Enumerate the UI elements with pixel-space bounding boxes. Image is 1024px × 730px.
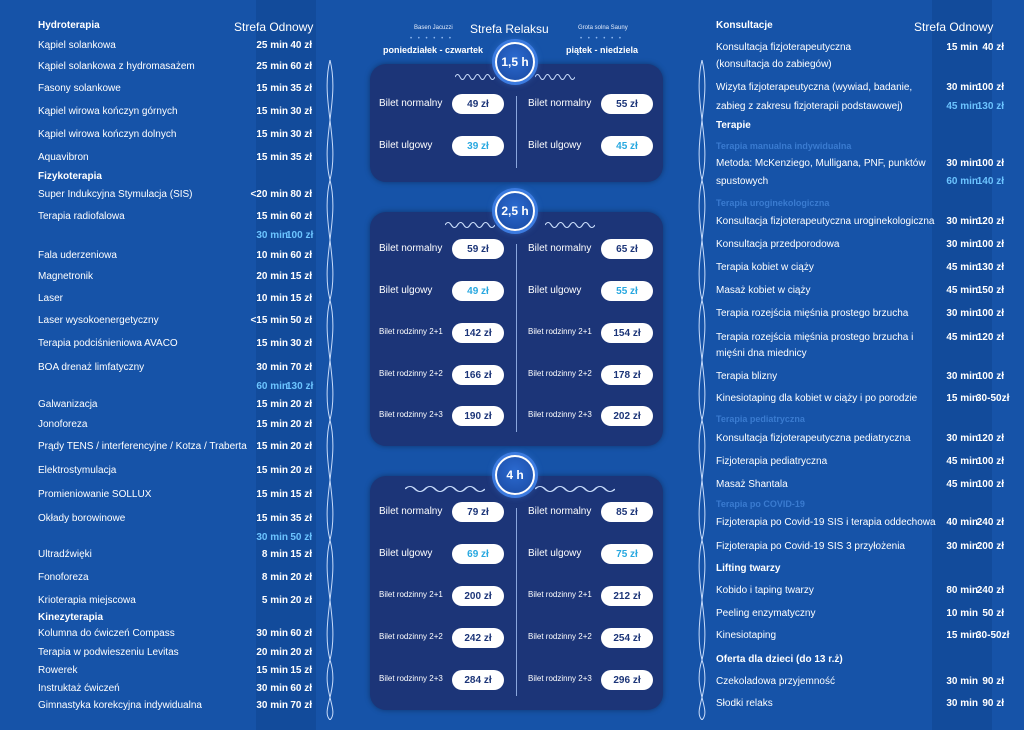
right-column-title: Strefa Odnowy [914,20,994,34]
section-heading: Terapia pediatryczna [716,414,805,424]
ticket-price-right: 85 zł [601,502,653,522]
service-duration: 30 min [946,82,978,93]
service-name: BOA drenaż limfatyczny [38,362,145,373]
ticket-label-bilet-rodzinny-2-1: Bilet rodzinny 2+1 [528,590,592,599]
service-price: 60 zł [290,628,312,639]
ticket-price-right: 178 zł [601,365,653,385]
section-heading: Konsultacje [716,20,773,31]
service-duration: 15 min [256,211,288,222]
service-price: 60 zł [290,250,312,261]
ticket-label-bilet-normalny: Bilet normalny [528,98,592,109]
wave-ornament-icon [535,484,615,494]
ticket-label-bilet-normalny: Bilet normalny [379,506,443,517]
service-name: mięśni dna miednicy [716,348,807,359]
service-duration: 15 min [946,393,978,404]
ticket-price-left: 242 zł [452,628,504,648]
ticket-label-bilet-rodzinny-2-2: Bilet rodzinny 2+2 [528,369,592,378]
ticket-label-bilet-rodzinny-2-2: Bilet rodzinny 2+2 [379,369,443,378]
service-name: Fizjoterapia pediatryczna [716,456,828,467]
service-duration: 40 min [946,517,978,528]
service-duration: 30 min [946,698,978,709]
service-duration: 30 min [256,362,288,373]
service-duration: 15 min [256,465,288,476]
service-duration: 20 min [256,647,288,658]
ticket-price-right: 45 zł [601,136,653,156]
service-duration: 30 min [946,541,978,552]
service-price: 60 zł [290,683,312,694]
service-price: 15 zł [290,665,312,676]
service-price: 120 zł [976,216,1004,227]
section-heading: Lifting twarzy [716,563,781,574]
service-price: 50 zł [982,608,1004,619]
ticket-label-bilet-ulgowy: Bilet ulgowy [379,548,433,559]
service-duration: 10 min [946,608,978,619]
service-price: 20 zł [290,419,312,430]
service-duration: 15 min [256,399,288,410]
service-name: Terapia blizny [716,371,778,382]
service-name: Kąpiel wirowa kończyn dolnych [38,129,177,140]
service-price: 30 zł [290,129,312,140]
ticket-label-bilet-rodzinny-2-3: Bilet rodzinny 2+3 [528,410,592,419]
service-name: Słodki relaks [716,698,773,709]
service-price: 20 zł [290,647,312,658]
service-price: 100 zł [286,230,314,241]
service-name: Okłady borowinowe [38,513,126,524]
service-duration: 10 min [256,293,288,304]
service-name: Konsultacja przedporodowa [716,239,840,250]
ticket-price-left: 49 zł [452,281,504,301]
ticket-price-right: 55 zł [601,281,653,301]
wave-ornament-icon [455,72,495,82]
service-duration: 30 min [256,683,288,694]
left-price-list [0,0,316,730]
wave-ornament-icon [445,220,495,230]
service-duration: 30 min [946,676,978,687]
service-duration: 30 min [256,230,288,241]
wave-ornament-icon [535,72,575,82]
left-dots: • • • • • • [410,36,453,42]
service-price: 200 zł [976,541,1004,552]
service-price: 80 zł [290,189,312,200]
service-name: Peeling enzymatyczny [716,608,816,619]
ticket-price-left: 79 zł [452,502,504,522]
ticket-label-bilet-normalny: Bilet normalny [379,243,443,254]
service-duration: 30 min [946,308,978,319]
service-price: 30 zł [290,338,312,349]
panel-divider [516,96,517,168]
service-price: 40 zł [290,40,312,51]
service-price: 100 zł [976,158,1004,169]
service-name: Masaż kobiet w ciąży [716,285,811,296]
ticket-label-bilet-ulgowy: Bilet ulgowy [379,140,433,151]
service-price: 35 zł [290,513,312,524]
service-price: 100 zł [976,82,1004,93]
section-heading: Terapia uroginekologiczna [716,198,830,208]
service-name: Terapia rozejścia mięśnia prostego brzucha [716,308,909,319]
section-heading: Terapie [716,120,751,131]
service-name: Promieniowanie SOLLUX [38,489,152,500]
ticket-label-bilet-normalny: Bilet normalny [379,98,443,109]
service-price: 20 zł [290,595,312,606]
duration-badge: 2,5 h [495,191,535,231]
service-duration: 30 min [256,628,288,639]
service-duration: 45 min [946,262,978,273]
section-heading: Hydroterapia [38,20,100,31]
service-duration: 45 min [946,456,978,467]
service-price: 100 zł [976,239,1004,250]
service-duration: 30 min [946,158,978,169]
service-duration: 25 min [256,40,288,51]
section-heading: Kinezyterapia [38,612,104,623]
service-name: Krioterapia miejscowa [38,595,136,606]
service-price: 20 zł [290,441,312,452]
ticket-price-left: 142 zł [452,323,504,343]
ticket-label-bilet-normalny: Bilet normalny [528,243,592,254]
ticket-price-right: 296 zł [601,670,653,690]
service-price: 150 zł [976,285,1004,296]
service-name: Ultradźwięki [38,549,92,560]
service-duration: 80 min [946,585,978,596]
service-name: Kinesiotaping dla kobiet w ciąży i po porodzie [716,393,918,404]
service-price: 100 zł [976,308,1004,319]
service-price: 100 zł [976,371,1004,382]
right-price-list [696,0,1024,730]
service-name: Super Indukcyjna Stymulacja (SIS) [38,189,193,200]
wave-ornament-icon [405,484,485,494]
panel-divider [516,244,517,432]
service-duration: 8 min [261,572,288,583]
service-name: Masaż Shantala [716,479,788,490]
service-name: Rowerek [38,665,78,676]
day-label-weekdays: poniedziałek - czwartek [383,45,484,55]
service-price: 35 zł [290,152,312,163]
service-name: Fizjoterapia po Covid-19 SIS 3 przyłożenia [716,541,905,552]
service-duration: 15 min [256,129,288,140]
day-label-weekend: piątek - niedziela [566,45,639,55]
service-name: Czekoladowa przyjemność [716,676,835,687]
service-name: Aquavibron [38,152,89,163]
service-price: 240 zł [976,517,1004,528]
ticket-label-bilet-ulgowy: Bilet ulgowy [528,548,582,559]
service-duration: <20 min [250,189,288,200]
ticket-price-left: 190 zł [452,406,504,426]
ticket-label-bilet-ulgowy: Bilet ulgowy [528,285,582,296]
service-duration: 5 min [261,595,288,606]
ticket-price-right: 202 zł [601,406,653,426]
service-price: 20 zł [290,465,312,476]
service-name: Kąpiel solankowa [38,40,116,51]
ticket-price-right: 154 zł [601,323,653,343]
left-column-title: Strefa Odnowy [234,20,314,34]
service-name: Metoda: McKenziego, Mulligana, PNF, punktów [716,158,926,169]
service-duration: 30 min [256,700,288,711]
duration-badge: 4 h [495,455,535,495]
service-name: Konsultacja fizjoterapeutyczna uroginekologiczna [716,216,935,227]
service-duration: 25 min [256,61,288,72]
ticket-price-left: 69 zł [452,544,504,564]
ticket-price-right: 65 zł [601,239,653,259]
service-price: 140 zł [976,176,1004,187]
service-duration: 15 min [256,83,288,94]
service-duration: 30 min [256,532,288,543]
ticket-label-bilet-rodzinny-2-1: Bilet rodzinny 2+1 [379,327,443,336]
ticket-price-left: 49 zł [452,94,504,114]
left-ornament-icon [320,60,340,720]
ticket-label-bilet-ulgowy: Bilet ulgowy [379,285,433,296]
section-heading: Terapia po COVID-19 [716,499,805,509]
service-name: Laser [38,293,64,304]
ticket-label-bilet-rodzinny-2-3: Bilet rodzinny 2+3 [528,674,592,683]
service-price: 15 zł [290,293,312,304]
service-price: 70 zł [290,700,312,711]
service-price: 30 zł [290,106,312,117]
service-price: 120 zł [976,433,1004,444]
ticket-label-bilet-ulgowy: Bilet ulgowy [528,140,582,151]
panel-divider [516,508,517,696]
service-name: Elektrostymulacja [38,465,117,476]
service-duration: 15 min [256,665,288,676]
service-price: 15 zł [290,549,312,560]
service-name: Fala uderzeniowa [38,250,117,261]
service-duration: 30 min [946,371,978,382]
service-name: Magnetronik [38,271,94,282]
service-price: 35 zł [290,83,312,94]
service-duration: 60 min [946,176,978,187]
service-duration: 10 min [256,250,288,261]
section-heading: Oferta dla dzieci (do 13 r.ż) [716,654,843,665]
service-name: Wizyta fizjoterapeutyczna (wywiad, badanie, [716,82,913,93]
service-duration: 15 min [946,630,978,641]
ticket-label-bilet-rodzinny-2-3: Bilet rodzinny 2+3 [379,674,443,683]
ticket-price-left: 284 zł [452,670,504,690]
service-name: Konsultacja fizjoterapeutyczna pediatryczna [716,433,911,444]
ticket-label-bilet-normalny: Bilet normalny [528,506,592,517]
service-name: Terapia radiofalowa [38,211,125,222]
service-name: Fasony solankowe [38,83,121,94]
right-dots: • • • • • • [580,36,623,42]
service-name: Konsultacja fizjoterapeutyczna [716,42,852,53]
section-heading: Fizykoterapia [38,171,102,182]
service-duration: 20 min [256,271,288,282]
service-duration: 15 min [256,338,288,349]
service-name: Gimnastyka korekcyjna indywidualna [38,700,202,711]
ticket-price-right: 55 zł [601,94,653,114]
left-facilities-label: Basen Jacuzzi [414,25,453,31]
service-price: 15 zł [290,271,312,282]
service-price: 30-50zł [976,630,1010,641]
section-heading: Terapia manualna indywidualna [716,141,852,151]
ticket-label-bilet-rodzinny-2-1: Bilet rodzinny 2+1 [379,590,443,599]
service-name: zabieg z zakresu fizjoterapii podstawowej) [716,101,903,112]
service-duration: 8 min [261,549,288,560]
ticket-label-bilet-rodzinny-2-1: Bilet rodzinny 2+1 [528,327,592,336]
service-price: 30-50zł [976,393,1010,404]
service-name: Instruktaż ćwiczeń [38,683,120,694]
ticket-price-right: 254 zł [601,628,653,648]
service-price: 130 zł [976,101,1004,112]
service-name: spustowych [716,176,769,187]
service-name: Kąpiel solankowa z hydromasażem [38,61,195,72]
service-duration: 15 min [256,419,288,430]
ticket-price-left: 39 zł [452,136,504,156]
service-duration: 30 min [946,216,978,227]
center-title: Strefa Relaksu [470,22,549,36]
wave-ornament-icon [545,220,595,230]
service-duration: 30 min [946,239,978,250]
service-duration: 15 min [256,489,288,500]
service-duration: 45 min [946,479,978,490]
service-price: 100 zł [976,456,1004,467]
service-duration: 45 min [946,101,978,112]
service-name: Terapia podciśnieniowa AVACO [38,338,178,349]
service-duration: 45 min [946,285,978,296]
service-price: 20 zł [290,399,312,410]
right-facilities-label: Grota solna Sauny [578,25,628,31]
service-name: Kolumna do ćwiczeń Compass [38,628,175,639]
service-price: 100 zł [976,479,1004,490]
service-price: 130 zł [286,381,314,392]
service-duration: 15 min [946,42,978,53]
ticket-price-right: 75 zł [601,544,653,564]
service-price: 70 zł [290,362,312,373]
service-price: 60 zł [290,61,312,72]
service-price: 20 zł [290,572,312,583]
service-duration: 30 min [946,433,978,444]
service-price: 50 zł [290,315,312,326]
service-price: 120 zł [976,332,1004,343]
ticket-label-bilet-rodzinny-2-2: Bilet rodzinny 2+2 [379,632,443,641]
service-price: 50 zł [290,532,312,543]
service-name: Terapia rozejścia mięśnia prostego brzucha i [716,332,914,343]
service-price: 240 zł [976,585,1004,596]
service-name: Laser wysokoenergetyczny [38,315,159,326]
service-name: (konsultacja do zabiegów) [716,59,832,70]
ticket-price-right: 212 zł [601,586,653,606]
service-price: 60 zł [290,211,312,222]
ticket-label-bilet-rodzinny-2-3: Bilet rodzinny 2+3 [379,410,443,419]
service-name: Terapia kobiet w ciąży [716,262,814,273]
service-duration: 15 min [256,152,288,163]
service-name: Jonoforeza [38,419,88,430]
service-duration: 15 min [256,441,288,452]
service-name: Fizjoterapia po Covid-19 SIS i terapia oddechowa [716,517,936,528]
service-name: Terapia w podwieszeniu Levitas [38,647,179,658]
service-name: Galwanizacja [38,399,98,410]
service-price: 90 zł [982,676,1004,687]
service-price: 40 zł [982,42,1004,53]
service-price: 90 zł [982,698,1004,709]
service-name: Kąpiel wirowa kończyn górnych [38,106,178,117]
service-name: Prądy TENS / interferencyjne / Kotza / Traberta [38,441,247,452]
service-name: Kinesiotaping [716,630,777,641]
right-ornament-icon [692,60,712,720]
service-duration: 15 min [256,106,288,117]
duration-badge: 1,5 h [495,42,535,82]
ticket-price-left: 59 zł [452,239,504,259]
service-duration: 60 min [256,381,288,392]
ticket-label-bilet-rodzinny-2-2: Bilet rodzinny 2+2 [528,632,592,641]
service-price: 15 zł [290,489,312,500]
ticket-price-left: 200 zł [452,586,504,606]
service-name: Kobido i taping twarzy [716,585,814,596]
ticket-price-left: 166 zł [452,365,504,385]
service-duration: 45 min [946,332,978,343]
service-name: Fonoforeza [38,572,89,583]
service-price: 130 zł [976,262,1004,273]
service-duration: <15 min [250,315,288,326]
service-duration: 15 min [256,513,288,524]
